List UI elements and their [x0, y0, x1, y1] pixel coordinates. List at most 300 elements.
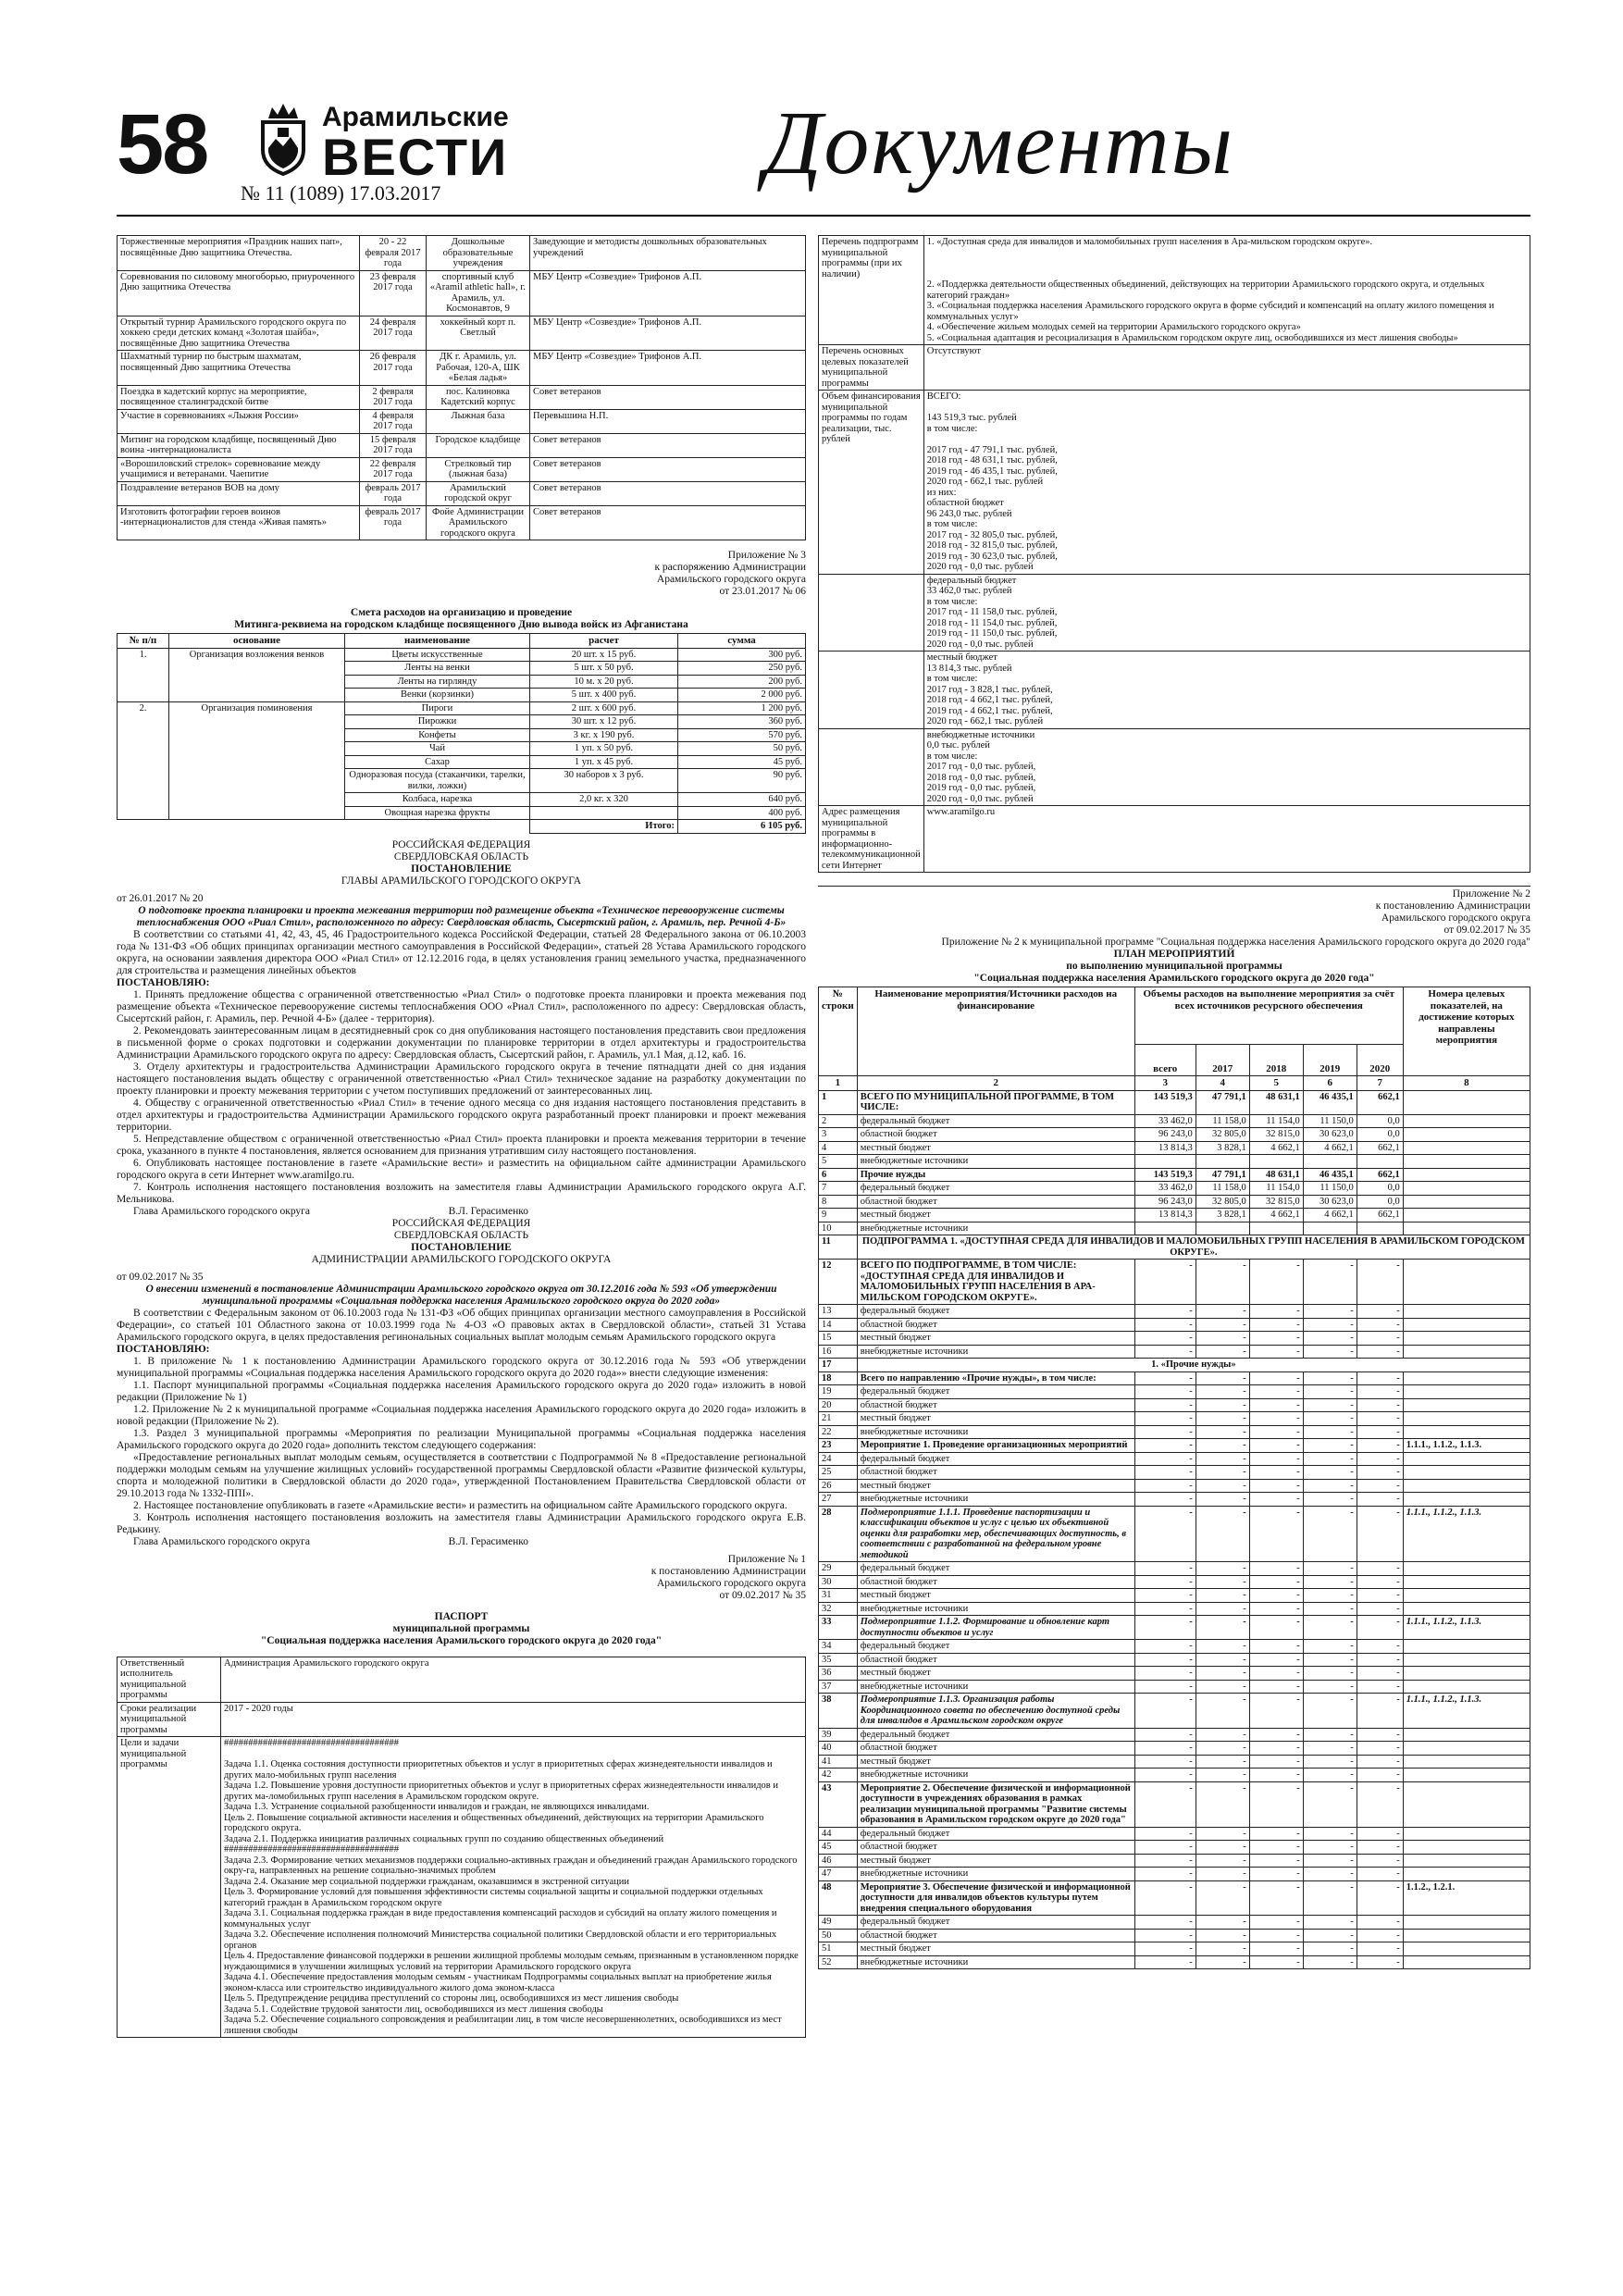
- table-cell: 20 - 22 февраля 2017 года: [360, 236, 427, 271]
- index-header: 8: [1403, 1076, 1530, 1091]
- appendix-2-note: [818, 886, 1530, 949]
- row-value: 46 435,1: [1303, 1090, 1357, 1114]
- row-name: федеральный бюджет: [857, 1452, 1134, 1466]
- row-value: -: [1357, 1653, 1403, 1667]
- row-value: -: [1357, 1493, 1403, 1507]
- col-header: сумма: [678, 634, 806, 649]
- row-number: 15: [819, 1332, 858, 1346]
- plan-title-line: "Социальная поддержка населения Арамильского городского округа до 2020 года": [973, 973, 1375, 984]
- row-value: 32 805,0: [1196, 1128, 1249, 1142]
- row-value: 143 519,3: [1134, 1090, 1196, 1114]
- row-targets: [1403, 1602, 1530, 1616]
- row-value: -: [1196, 1589, 1249, 1603]
- table-cell: Совет ветеранов: [530, 433, 806, 457]
- passport-title-line: "Социальная поддержка населения Арамильского городского округа до 2020 года": [260, 1634, 663, 1646]
- table-cell: 250 руб.: [678, 662, 806, 676]
- row-targets: 1.1.2., 1.2.1.: [1403, 1880, 1530, 1916]
- decree-item: 2. Настоящее постановление опубликовать в газете «Арамильские вести» и разместить на официальном сайте Арамильского городского округа.: [133, 1499, 787, 1511]
- row-number: 32: [819, 1602, 858, 1616]
- row-value: -: [1303, 1667, 1357, 1681]
- row-value: -: [1134, 1260, 1196, 1305]
- table-cell: Изготовить фотографии героев воинов -интернационалистов для стенда «Живая память»: [118, 505, 360, 540]
- row-value: -: [1196, 1260, 1249, 1305]
- row-value: -: [1134, 1332, 1196, 1346]
- row-value: -: [1357, 1562, 1403, 1576]
- row-value: [1249, 1222, 1303, 1235]
- plan-row: [819, 1235, 1530, 1260]
- row-value: -: [1196, 1575, 1249, 1589]
- table-cell: Ленты на гирлянду: [345, 675, 530, 689]
- passport-row: [118, 1702, 806, 1737]
- table-row: [118, 457, 806, 481]
- col-header: основание: [169, 634, 345, 649]
- row-number: 51: [819, 1942, 858, 1956]
- plan-row: [819, 1385, 1530, 1399]
- row-value: 13 814,3: [1134, 1209, 1196, 1222]
- appendix-line: от 09.02.2017 № 35: [1443, 925, 1530, 936]
- index-header: 2: [857, 1076, 1134, 1091]
- row-number: 33: [819, 1616, 858, 1640]
- plan-row: [819, 1439, 1530, 1453]
- plan-row: [819, 1880, 1530, 1916]
- row-name: Прочие нужды: [857, 1168, 1134, 1182]
- passport-value: Отсутствуют: [923, 345, 1530, 391]
- table-row: [118, 675, 806, 689]
- row-value: -: [1357, 1769, 1403, 1782]
- passport-row: [819, 391, 1530, 575]
- row-value: -: [1196, 1452, 1249, 1466]
- row-value: -: [1249, 1942, 1303, 1956]
- row-value: -: [1303, 1385, 1357, 1399]
- row-value: [1249, 1155, 1303, 1169]
- row-value: -: [1134, 1653, 1196, 1667]
- row-number: 17: [819, 1359, 858, 1372]
- table-row: [118, 351, 806, 386]
- row-value: -: [1249, 1653, 1303, 1667]
- table-cell: МБУ Центр «Созвездие» Трифонов А.П.: [530, 270, 806, 316]
- row-number: 26: [819, 1479, 858, 1493]
- table-cell: Поздравление ветеранов ВОВ на дому: [118, 481, 360, 505]
- row-targets: [1403, 1929, 1530, 1942]
- table-cell: Митинг на городском кладбище, посвященный Дню воина -интернационалиста: [118, 433, 360, 457]
- plan-row: [819, 1769, 1530, 1782]
- row-value: -: [1303, 1942, 1357, 1956]
- row-targets: [1403, 1318, 1530, 1332]
- subprogram-title: 1. «Прочие нужды»: [857, 1359, 1530, 1372]
- estimate-title-line: Митинга-реквиема на городском кладбище посвященного Дню вывода войск из Афганистана: [234, 619, 688, 630]
- row-number: 14: [819, 1318, 858, 1332]
- row-name: областной бюджет: [857, 1742, 1134, 1756]
- head-line: РОССИЙСКАЯ ФЕДЕРАЦИЯ: [391, 838, 531, 850]
- row-value: -: [1134, 1466, 1196, 1480]
- decree-item: 3. Контроль исполнения настоящего постановления возложить на заместителя главы Администрации Арамильского городского округа Е.В. Редькину.: [117, 1511, 806, 1535]
- row-targets: [1403, 1479, 1530, 1493]
- row-targets: [1403, 1209, 1530, 1222]
- row-value: -: [1303, 1694, 1357, 1729]
- table-cell: 24 февраля 2017 года: [360, 316, 427, 351]
- table-cell: 1.: [118, 648, 169, 662]
- row-value: 32 805,0: [1196, 1195, 1249, 1209]
- row-value: -: [1196, 1880, 1249, 1916]
- row-value: -: [1134, 1305, 1196, 1319]
- row-number: 41: [819, 1755, 858, 1769]
- decree-item: 4. Обществу с ограниченной ответственностью «Риал Стил» в течение одного месяца со дня издания настоящего постановления представить в отдел архитектуры и градостроительства Администрации Арамильского городского округа разработанный проект планировки и проект межевания территории.: [117, 1097, 806, 1133]
- plan-row: [819, 1640, 1530, 1654]
- appendix-line: Арамильского городского округа: [656, 574, 806, 585]
- row-value: -: [1303, 1602, 1357, 1616]
- row-number: 40: [819, 1742, 858, 1756]
- total-value: 6 105 руб.: [678, 820, 806, 834]
- header-divider: [117, 215, 1530, 217]
- row-value: -: [1249, 1616, 1303, 1640]
- plan-title-line: по выполнению муниципальной программы: [1066, 961, 1282, 972]
- table-cell: [169, 689, 345, 702]
- row-value: -: [1303, 1562, 1357, 1576]
- row-value: -: [1249, 1602, 1303, 1616]
- row-name: местный бюджет: [857, 1755, 1134, 1769]
- row-value: -: [1357, 1439, 1403, 1453]
- table-cell: [169, 675, 345, 689]
- row-number: 44: [819, 1827, 858, 1841]
- table-cell: 2 шт. х 600 руб.: [530, 701, 678, 715]
- table-cell: 2 февраля 2017 года: [360, 385, 427, 409]
- plan-row: [819, 1602, 1530, 1616]
- row-number: 2: [819, 1114, 858, 1128]
- passport-title: [117, 1611, 806, 1647]
- table-cell: 2.: [118, 701, 169, 715]
- row-number: 37: [819, 1680, 858, 1694]
- row-value: -: [1134, 1385, 1196, 1399]
- row-targets: 1.1.1., 1.1.2., 1.1.3.: [1403, 1506, 1530, 1562]
- plan-row: [819, 1616, 1530, 1640]
- row-name: областной бюджет: [857, 1575, 1134, 1589]
- row-targets: [1403, 1114, 1530, 1128]
- row-value: -: [1196, 1602, 1249, 1616]
- row-value: [1134, 1222, 1196, 1235]
- appendix-line: к постановлению Администрации: [650, 1565, 806, 1577]
- row-value: -: [1249, 1841, 1303, 1855]
- table-cell: Заведующие и методисты дошкольных образовательных учреждений: [530, 236, 806, 271]
- table-row: [118, 806, 806, 820]
- row-value: -: [1303, 1854, 1357, 1868]
- head-line: СВЕРДЛОВСКАЯ ОБЛАСТЬ: [393, 1229, 529, 1241]
- row-name: местный бюджет: [857, 1854, 1134, 1868]
- signature-name: В.Л. Герасименко: [448, 1205, 528, 1217]
- row-value: -: [1249, 1439, 1303, 1453]
- row-value: -: [1357, 1667, 1403, 1681]
- table-row: [118, 236, 806, 271]
- row-value: -: [1134, 1694, 1196, 1729]
- table-cell: Лыжная база: [427, 409, 530, 433]
- col-header: Наименование мероприятия/Источники расходов на финансирование: [857, 987, 1134, 1076]
- passport-key: Объем финансирования муниципальной программы по годам реализации, тыс. рублей: [819, 391, 924, 575]
- row-value: -: [1196, 1929, 1249, 1942]
- row-value: -: [1196, 1942, 1249, 1956]
- passport-key: Ответственный исполнитель муниципальной программы: [118, 1657, 221, 1702]
- row-value: 11 158,0: [1196, 1114, 1249, 1128]
- row-targets: [1403, 1141, 1530, 1155]
- table-cell: 570 руб.: [678, 728, 806, 742]
- row-number: 34: [819, 1640, 858, 1654]
- row-value: [1303, 1222, 1357, 1235]
- table-cell: 15 февраля 2017 года: [360, 433, 427, 457]
- plan-row: [819, 1425, 1530, 1439]
- row-value: -: [1196, 1694, 1249, 1729]
- table-cell: 1 200 руб.: [678, 701, 806, 715]
- row-value: 4 662,1: [1303, 1141, 1357, 1155]
- table-cell: Одноразовая посуда (стаканчики, тарелки, вилки, ложки): [345, 769, 530, 793]
- row-value: -: [1249, 1781, 1303, 1827]
- row-value: -: [1196, 1439, 1249, 1453]
- table-cell: 2 000 руб.: [678, 689, 806, 702]
- row-name: федеральный бюджет: [857, 1305, 1134, 1319]
- row-number: 38: [819, 1694, 858, 1729]
- col-header: наименование: [345, 634, 530, 649]
- row-value: -: [1134, 1412, 1196, 1426]
- table-cell: [169, 728, 345, 742]
- row-value: -: [1134, 1439, 1196, 1453]
- appendix-line: от 23.01.2017 № 06: [719, 586, 806, 597]
- plan-row: [819, 1398, 1530, 1412]
- table-cell: Венки (корзинки): [345, 689, 530, 702]
- row-value: -: [1196, 1916, 1249, 1930]
- row-value: -: [1249, 1742, 1303, 1756]
- table-row: [118, 701, 806, 715]
- passport-row: [819, 652, 1530, 729]
- row-value: -: [1196, 1955, 1249, 1969]
- row-name: внебюджетные источники: [857, 1493, 1134, 1507]
- plan-row: [819, 1755, 1530, 1769]
- plan-row: [819, 1305, 1530, 1319]
- passport-row: [819, 345, 1530, 391]
- plan-row: [819, 1493, 1530, 1507]
- row-value: -: [1196, 1479, 1249, 1493]
- row-number: 1: [819, 1090, 858, 1114]
- row-value: -: [1249, 1868, 1303, 1881]
- row-value: 33 462,0: [1134, 1182, 1196, 1196]
- passport-table-right: [818, 235, 1530, 873]
- table-cell: Овощная нарезка фрукты: [345, 806, 530, 820]
- row-value: -: [1357, 1680, 1403, 1694]
- appendix-subline: Приложение № 2 к муниципальной программе "Социальная поддержка населения Арамильского городского округа до 2020 года": [941, 937, 1530, 948]
- row-targets: [1403, 1412, 1530, 1426]
- row-value: -: [1196, 1412, 1249, 1426]
- year-header: всего: [1134, 1044, 1196, 1075]
- appendix-line: от 09.02.2017 № 35: [719, 1589, 806, 1601]
- row-number: 48: [819, 1880, 858, 1916]
- plan-title: [818, 949, 1530, 985]
- brand-name-line2: ВЕСТИ: [322, 128, 509, 186]
- row-value: -: [1196, 1755, 1249, 1769]
- row-value: -: [1134, 1493, 1196, 1507]
- signature-name: В.Л. Герасименко: [448, 1535, 528, 1547]
- row-name: местный бюджет: [857, 1942, 1134, 1956]
- row-value: -: [1249, 1466, 1303, 1480]
- col-header: № строки: [819, 987, 858, 1076]
- row-value: -: [1357, 1755, 1403, 1769]
- row-value: -: [1134, 1868, 1196, 1881]
- row-value: -: [1196, 1667, 1249, 1681]
- row-value: -: [1249, 1385, 1303, 1399]
- plan-row: [819, 1854, 1530, 1868]
- row-value: -: [1303, 1332, 1357, 1346]
- plan-row: [819, 1359, 1530, 1372]
- row-number: 13: [819, 1305, 858, 1319]
- row-value: -: [1196, 1781, 1249, 1827]
- table-cell: 50 руб.: [678, 742, 806, 756]
- row-value: -: [1303, 1589, 1357, 1603]
- table-row: [118, 270, 806, 316]
- plan-row: [819, 1090, 1530, 1114]
- row-value: 0,0: [1357, 1182, 1403, 1196]
- row-value: 13 814,3: [1134, 1141, 1196, 1155]
- passport-value: Администрация Арамильского городского округа: [221, 1657, 806, 1702]
- passport-value: 1. «Доступная среда для инвалидов и маломобильных групп населения в Ара-мильском городском округе». 2. «Поддержка деятельности общественных объединений, действующих на территории Арамильского городского округа, и отдельных категорий граждан» 3. «Социальная поддержка населения Арамильского городского округа в форме субсидий и компенсаций на оплату жилого помещения и коммунальных услуг» 4. «Обеспечение жильем молодых семей на территории Арамильского городского округа» 5. «Социальная адаптация и ресоциализация в Арамильском городском округе лиц, освободившихся из мест лишения свободы»: [923, 236, 1530, 345]
- table-cell: Пирожки: [345, 715, 530, 729]
- row-value: -: [1196, 1827, 1249, 1841]
- row-value: -: [1134, 1506, 1196, 1562]
- table-row: [118, 728, 806, 742]
- plan-row: [819, 1318, 1530, 1332]
- row-value: -: [1249, 1260, 1303, 1305]
- table-cell: 30 шт. х 12 руб.: [530, 715, 678, 729]
- row-value: -: [1303, 1781, 1357, 1827]
- table-cell: [118, 755, 169, 769]
- row-value: -: [1249, 1305, 1303, 1319]
- row-value: -: [1196, 1305, 1249, 1319]
- row-targets: [1403, 1385, 1530, 1399]
- appendix-1-note: [117, 1554, 806, 1602]
- row-name: Мероприятие 2. Обеспечение физической и информационной доступности в учреждениях образования в рамках реализации муниципальной программы "Развитие системы образования в Арамильском городском округе до 2020 года": [857, 1781, 1134, 1827]
- row-value: -: [1357, 1575, 1403, 1589]
- row-value: 662,1: [1357, 1141, 1403, 1155]
- table-cell: [169, 715, 345, 729]
- row-targets: [1403, 1781, 1530, 1827]
- page-header: [117, 93, 1530, 217]
- row-number: 5: [819, 1155, 858, 1169]
- row-value: -: [1134, 1562, 1196, 1576]
- row-value: -: [1196, 1398, 1249, 1412]
- passport-row: [819, 806, 1530, 873]
- row-name: внебюджетные источники: [857, 1425, 1134, 1439]
- row-value: 662,1: [1357, 1090, 1403, 1114]
- row-value: -: [1134, 1371, 1196, 1385]
- row-targets: [1403, 1332, 1530, 1346]
- passport-value: внебюджетные источники 0,0 тыс. рублей в том числе: 2017 год - 0,0 тыс. рублей, 2018 год - 0,0 тыс. рублей, 2019 год - 0,0 тыс. рублей, 2020 год - 0,0 тыс. рублей: [923, 728, 1530, 806]
- table-row: [118, 769, 806, 793]
- row-name: областной бюджет: [857, 1929, 1134, 1942]
- table-cell: февраль 2017 года: [360, 481, 427, 505]
- decree-2-signature: [117, 1536, 806, 1548]
- row-value: -: [1357, 1385, 1403, 1399]
- passport-row: [819, 574, 1530, 652]
- row-value: -: [1357, 1868, 1403, 1881]
- decree-item: 2. Рекомендовать заинтересованным лицам в десятидневный срок со дня опубликования настоящего постановления представить свои предложения в письменной форме о сроках подготовки и содержании документации по планировке территории в отдел архитектуры и градостроительства Администрации Арамильского городского округа по адресу: Свердловская область, Сысертский район, г. Арамиль, ул.1 Мая, д.12, каб. 16.: [117, 1024, 806, 1061]
- decree-1-signature: [117, 1206, 806, 1218]
- row-value: 3 828,1: [1196, 1141, 1249, 1155]
- plan-row: [819, 1332, 1530, 1346]
- plan-row: [819, 1452, 1530, 1466]
- table-cell: МБУ Центр «Созвездие» Трифонов А.П.: [530, 351, 806, 386]
- table-cell: Соревнования по силовому многоборью, приуроченного Дню защитника Отечества: [118, 270, 360, 316]
- decree-item: 6. Опубликовать настоящее постановление в газете «Арамильские вести» и разместить на официальном сайте администрации Арамильского городского округа в сети Интернет www.aramilgo.ru.: [117, 1157, 806, 1181]
- row-number: 24: [819, 1452, 858, 1466]
- passport-row: [819, 236, 1530, 345]
- table-cell: хоккейный корт п. Светлый: [427, 316, 530, 351]
- table-cell: Совет ветеранов: [530, 457, 806, 481]
- decree-1-title: О подготовке проекта планировки и проекта межевания территории под размещение объекта «Техническое перевооружение системы теплоснабжения ООО «Риал Стил», расположенного по адресу: Свердловская область, Сысертский район, г. Арамиль, пер. Речной 4-Б»: [136, 904, 787, 928]
- row-value: -: [1249, 1640, 1303, 1654]
- plan-row: [819, 1680, 1530, 1694]
- row-value: -: [1249, 1955, 1303, 1969]
- row-targets: [1403, 1466, 1530, 1480]
- table-cell: 23 февраля 2017 года: [360, 270, 427, 316]
- plan-row: [819, 1155, 1530, 1169]
- plan-row: [819, 1371, 1530, 1385]
- row-value: -: [1134, 1769, 1196, 1782]
- passport-key: Сроки реализации муниципальной программы: [118, 1702, 221, 1737]
- row-value: -: [1303, 1479, 1357, 1493]
- row-value: [1134, 1155, 1196, 1169]
- row-value: -: [1249, 1493, 1303, 1507]
- head-line: АДМИНИСТРАЦИИ АРАМИЛЬСКОГО ГОРОДСКОГО ОКРУГА: [311, 1253, 612, 1265]
- row-value: -: [1196, 1742, 1249, 1756]
- row-targets: [1403, 1680, 1530, 1694]
- row-value: -: [1357, 1854, 1403, 1868]
- table-row: [118, 742, 806, 756]
- row-value: 0,0: [1357, 1195, 1403, 1209]
- row-name: местный бюджет: [857, 1141, 1134, 1155]
- row-targets: [1403, 1155, 1530, 1169]
- index-header: 3: [1134, 1076, 1196, 1091]
- passport-key: Перечень основных целевых показателей муниципальной программы: [819, 345, 924, 391]
- row-name: федеральный бюджет: [857, 1182, 1134, 1196]
- row-number: 42: [819, 1769, 858, 1782]
- head-line: ГЛАВЫ АРАМИЛЬСКОГО ГОРОДСКОГО ОКРУГА: [341, 875, 582, 887]
- row-value: -: [1196, 1493, 1249, 1507]
- table-cell: 20 шт. х 15 руб.: [530, 648, 678, 662]
- events-table: [117, 235, 806, 540]
- appendix-line: Приложение № 2: [1452, 888, 1530, 900]
- head-line: СВЕРДЛОВСКАЯ ОБЛАСТЬ: [393, 850, 529, 863]
- left-column: [117, 235, 806, 2038]
- decree-1-preamble: В соответствии со статьями 41, 42, 43, 45, 46 Градостроительного кодекса Российской Федерации, статьей 28 Федерального закона от 06.10.2003 года № 131-ФЗ «Об общих принципах организации местного самоуправления в Российской Федерации», статьей 28 Устава Арамильского городского округа, на основании заявления директора ООО «Риал Стил» от 12.12.2016 года, в целях установления границ земельного участка, предназначенного для строительства и размещения линейных объектов: [117, 928, 806, 976]
- table-cell: [169, 755, 345, 769]
- row-value: -: [1357, 1640, 1403, 1654]
- plan-row: [819, 1479, 1530, 1493]
- row-value: -: [1303, 1318, 1357, 1332]
- table-cell: ДК г. Арамиль, ул. Рабочая, 120-А, ШК «Белая ладья»: [427, 351, 530, 386]
- year-header: 2017: [1196, 1044, 1249, 1075]
- table-row: [118, 505, 806, 540]
- row-value: -: [1196, 1466, 1249, 1480]
- decree-item: 7. Контроль исполнения настоящего постановления возложить на заместителя главы Администрации Арамильского городского округа А.Г. Мельникова.: [117, 1181, 806, 1205]
- passport-title-line: муниципальной программы: [392, 1622, 530, 1634]
- row-name: Всего по направлению «Прочие нужды», в том числе:: [857, 1371, 1134, 1385]
- row-value: -: [1357, 1602, 1403, 1616]
- row-number: 36: [819, 1667, 858, 1681]
- table-cell: 30 наборов х 3 руб.: [530, 769, 678, 793]
- row-value: -: [1249, 1728, 1303, 1742]
- row-targets: [1403, 1841, 1530, 1855]
- row-value: -: [1196, 1854, 1249, 1868]
- row-targets: [1403, 1653, 1530, 1667]
- table-cell: 360 руб.: [678, 715, 806, 729]
- table-cell: Конфеты: [345, 728, 530, 742]
- appendix-line: Арамильского городского округа: [656, 1577, 806, 1589]
- table-cell: 45 руб.: [678, 755, 806, 769]
- row-value: -: [1134, 1854, 1196, 1868]
